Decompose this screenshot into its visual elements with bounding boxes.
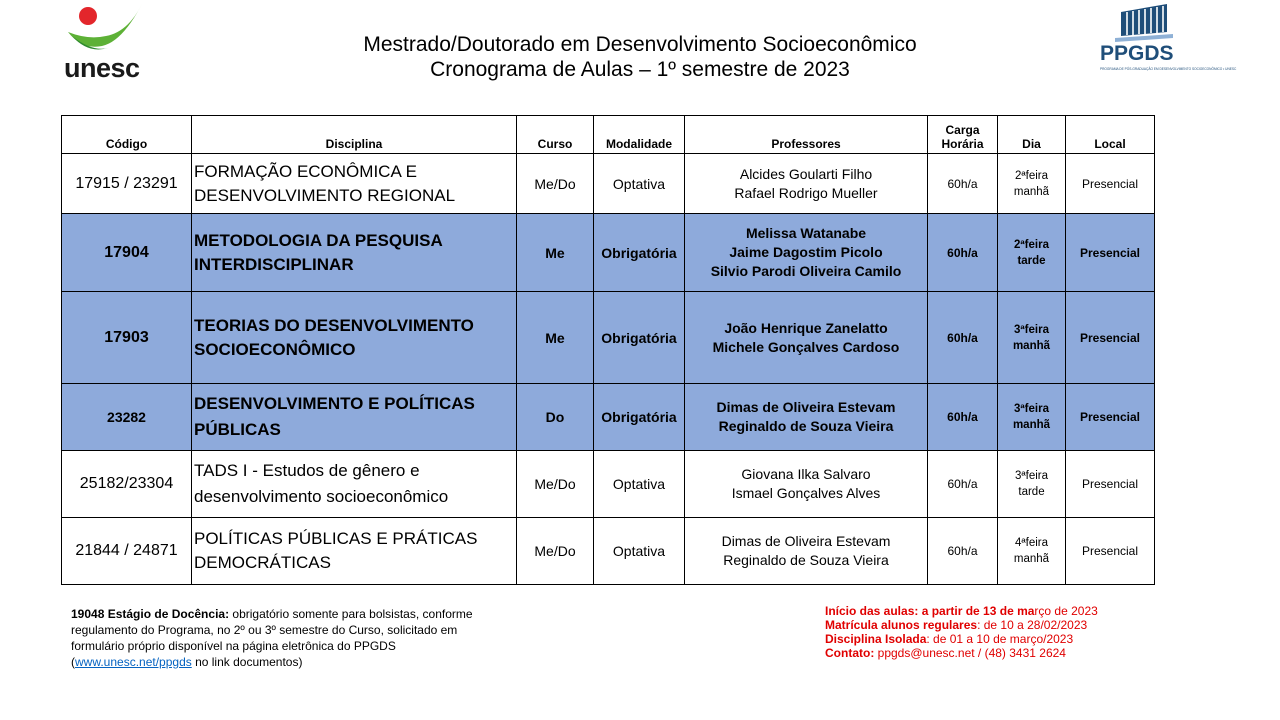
title-line-2: Cronograma de Aulas – 1º semestre de 2023 (430, 58, 850, 81)
inicio-aulas-line (825, 604, 1185, 618)
cell-carga: 60h/a (928, 214, 998, 292)
dia-period: manhã (1013, 553, 1050, 565)
disciplina-isolada-line (825, 632, 1185, 646)
cell-professores (685, 518, 928, 585)
dia-weekday: 3ªfeira (1014, 323, 1049, 336)
cell-curso: Do (517, 384, 594, 451)
header-carga: Carga Horária (928, 116, 998, 154)
estagio-docencia-text: obrigatório somente para bolsistas, conforme regulamento do Programa, no 2º ou 3º semestre do Curso, solicitado em formulário próprio disponível na página eletrônica do PPGDS ( (71, 607, 473, 669)
cell-codigo: 17903 (62, 292, 192, 384)
cell-disciplina: DESENVOLVIMENTO E POLÍTICAS PÚBLICAS (192, 384, 517, 451)
matricula-line (825, 618, 1185, 632)
estagio-docencia-label: 19048 Estágio de Docência: (71, 607, 230, 621)
cell-local: Presencial (1066, 214, 1155, 292)
cell-codigo: 17904 (62, 214, 192, 292)
professor-name: Reginaldo de Souza Vieira (718, 418, 894, 434)
cell-modalidade: Optativa (594, 451, 685, 518)
dia-weekday: 4ªfeira (1014, 537, 1049, 549)
inicio-aulas-value: rço de 2023 (1034, 604, 1098, 618)
dia-weekday: 3ªfeira (1014, 403, 1049, 415)
cell-professores (685, 384, 928, 451)
cell-disciplina: FORMAÇÃO ECONÔMICA E DESENVOLVIMENTO REGIONAL (192, 154, 517, 214)
cell-professores (685, 451, 928, 518)
header-dia: Dia (998, 116, 1066, 154)
cell-dia (998, 214, 1066, 292)
estagio-docencia-note (71, 606, 491, 670)
matricula-label: Matrícula alunos regulares (825, 618, 978, 632)
cell-local: Presencial (1066, 518, 1155, 585)
professor-name: Rafael Rodrigo Mueller (734, 184, 878, 201)
dia-weekday: 2ªfeira (1014, 238, 1049, 251)
cell-curso: Me/Do (517, 154, 594, 214)
table-row (62, 214, 1155, 292)
cell-disciplina: TEORIAS DO DESENVOLVIMENTO SOCIOECONÔMICO (192, 292, 517, 384)
professor-name: Reginaldo de Souza Vieira (723, 552, 889, 568)
cell-modalidade: Obrigatória (594, 292, 685, 384)
cell-local: Presencial (1066, 451, 1155, 518)
cell-carga: 60h/a (928, 518, 998, 585)
table-row (62, 154, 1155, 214)
cell-professores (685, 154, 928, 214)
header-codigo: Código (62, 116, 192, 154)
professor-name: Melissa Watanabe (745, 225, 867, 241)
ppgds-website-link[interactable]: www.unesc.net/ppgds (75, 655, 192, 669)
cell-professores (685, 292, 928, 384)
cell-modalidade: Obrigatória (594, 384, 685, 451)
cell-codigo: 23282 (62, 384, 192, 451)
ppgds-logo (1097, 2, 1237, 82)
header-professores: Professores (685, 116, 928, 154)
professor-name: Ismael Gonçalves Alves (731, 485, 881, 501)
cell-codigo: 17915 / 23291 (62, 154, 192, 214)
ppgds-logo-text: PPGDS (1100, 42, 1174, 65)
inicio-aulas-label: Início das aulas: a partir de 13 de ma (825, 604, 1035, 618)
table-row (62, 292, 1155, 384)
cell-disciplina: TADS I - Estudos de gênero e desenvolvimento socioeconômico (192, 451, 517, 518)
cell-curso: Me (517, 214, 594, 292)
professor-name: Michele Gonçalves Cardoso (712, 338, 900, 355)
cell-carga: 60h/a (928, 451, 998, 518)
contato-line (825, 646, 1185, 660)
header-local: Local (1066, 116, 1155, 154)
contato-label: Contato: (825, 646, 875, 660)
table-row (62, 451, 1155, 518)
cell-curso: Me/Do (517, 518, 594, 585)
table-header-row (62, 116, 1155, 154)
contato-value: ppgds@unesc.net / (48) 3431 2624 (874, 646, 1066, 660)
cell-carga: 60h/a (928, 292, 998, 384)
professor-name: Jaime Dagostim Picolo (729, 244, 883, 260)
professor-name: Giovana Ilka Salvaro (741, 466, 871, 482)
unesc-logo-text: unesc (64, 53, 140, 83)
cell-modalidade: Optativa (594, 518, 685, 585)
matricula-value: : de 10 a 28/02/2023 (977, 618, 1088, 632)
header-curso: Curso (517, 116, 594, 154)
dia-period: tarde (1017, 254, 1046, 267)
dia-period: manhã (1013, 185, 1050, 198)
cell-codigo: 21844 / 24871 (62, 518, 192, 585)
cell-carga: 60h/a (928, 154, 998, 214)
cell-curso: Me (517, 292, 594, 384)
cell-dia (998, 154, 1066, 214)
disciplina-isolada-label: Disciplina Isolada (825, 632, 927, 646)
cell-professores (685, 214, 928, 292)
dia-weekday: 3ªfeira (1014, 470, 1049, 482)
cell-dia (998, 451, 1066, 518)
cell-dia (998, 292, 1066, 384)
unesc-logo (62, 2, 154, 82)
cell-carga: 60h/a (928, 384, 998, 451)
cell-codigo: 25182/23304 (62, 451, 192, 518)
title-line-1: Mestrado/Doutorado em Desenvolvimento Socioeconômico (363, 33, 917, 56)
disciplina-isolada-value: : de 01 a 10 de março/2023 (926, 632, 1074, 646)
professor-name: Silvio Parodi Oliveira Camilo (710, 263, 902, 279)
ppgds-logo-subtext: PROGRAMA DE PÓS-GRADUAÇÃO EM DESENVOLVIMENTO SOCIOECONÔMICO • UNESC (1100, 67, 1237, 71)
header-disciplina: Disciplina (192, 116, 517, 154)
professor-name: João Henrique Zanelatto (724, 319, 888, 336)
table-row (62, 518, 1155, 585)
header-modalidade: Modalidade (594, 116, 685, 154)
cell-modalidade: Optativa (594, 154, 685, 214)
professor-name: Alcides Goularti Filho (739, 165, 873, 182)
cell-dia (998, 518, 1066, 585)
schedule-table (61, 115, 1155, 585)
cell-disciplina: METODOLOGIA DA PESQUISA INTERDISCIPLINAR (192, 214, 517, 292)
page-title (260, 32, 1020, 82)
dia-weekday: 2ªfeira (1014, 169, 1049, 182)
cell-modalidade: Obrigatória (594, 214, 685, 292)
dia-period: manhã (1012, 419, 1051, 431)
dia-period: manhã (1012, 339, 1051, 352)
estagio-docencia-tail: no link documentos) (191, 655, 303, 669)
cell-local: Presencial (1066, 154, 1155, 214)
dia-period: tarde (1018, 486, 1045, 498)
professor-name: Dimas de Oliveira Estevam (721, 533, 891, 549)
cell-local: Presencial (1066, 292, 1155, 384)
cell-disciplina: POLÍTICAS PÚBLICAS E PRÁTICAS DEMOCRÁTICAS (192, 518, 517, 585)
cell-local: Presencial (1066, 384, 1155, 451)
key-dates-notice (825, 604, 1185, 660)
table-row (62, 384, 1155, 451)
professor-name: Dimas de Oliveira Estevam (716, 399, 896, 415)
cell-dia (998, 384, 1066, 451)
cell-curso: Me/Do (517, 451, 594, 518)
